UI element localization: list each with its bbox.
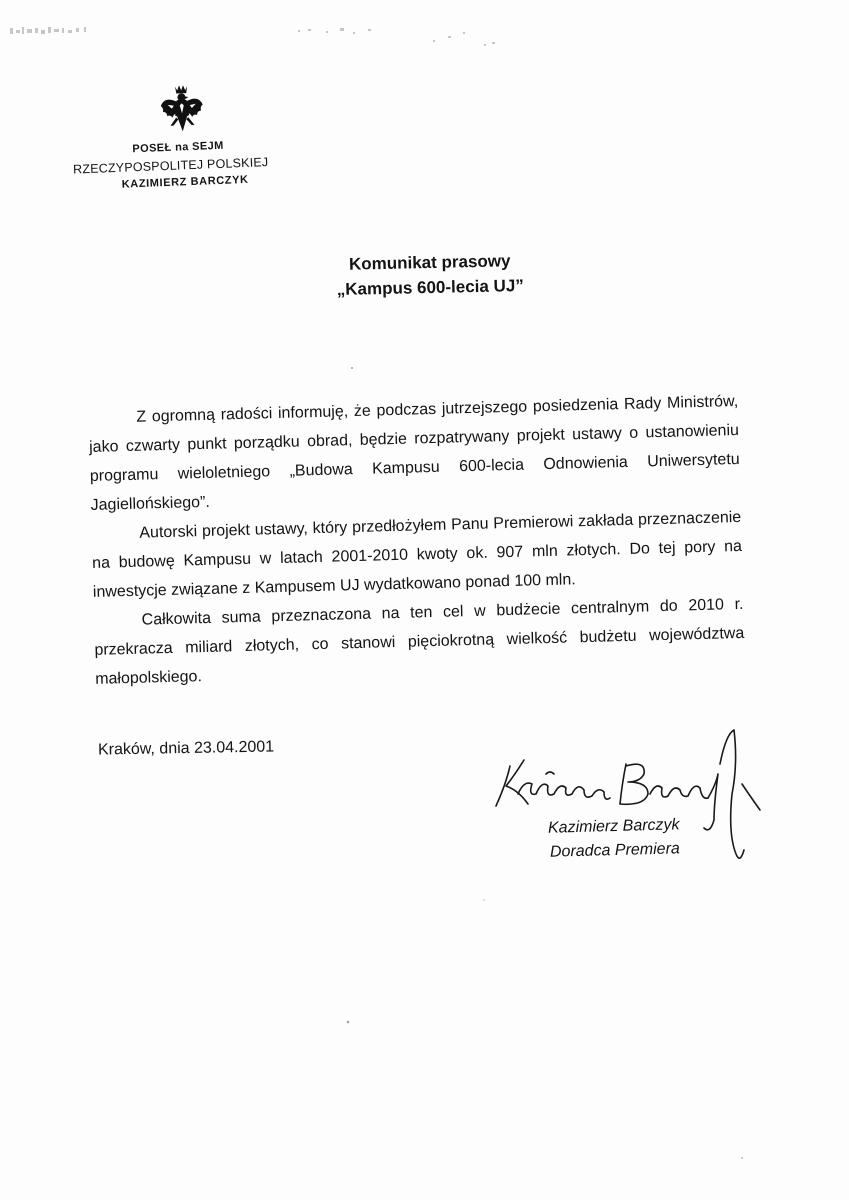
white-eagle-emblem-icon xyxy=(158,82,206,136)
letterhead-line-2: RZECZYPOSPOLITEJ POLSKIEJ xyxy=(72,155,269,177)
letterhead-line-1: POSEŁ na SEJM xyxy=(132,139,224,156)
paragraph-3: Całkowita suma przeznaczona na ten cel w budżecie centralnym do 2010 r. przekracza miliard złotych, co stanowi pięciokrotną wielkość budżetu województwa małopolskiego. xyxy=(94,595,745,688)
letterhead xyxy=(60,79,300,191)
paragraph-1: Z ogromną radości informuję, że podczas jutrzejszego posiedzenia Rady Ministrów, jako czwarty punkt porządku obrad, będzie rozpatrywany projekt ustawy o ustanowieniu programu wieloletniego „Budowa Kampusu 600-lecia Odnowienia Uniwersytetu Jagiellońskiego”. xyxy=(88,392,740,514)
paragraph-2: Autorski projekt ustawy, który przedłożyłem Panu Premierowi zakłada przeznaczenie na budowę Kampusu w latach 2001-2010 kwoty ok. 907 mln złotych. Do tej pory na inwestycje związane z Kampusem UJ wydatkowano ponad 100 mln. xyxy=(91,508,743,601)
letterhead-line-3: KAZIMIERZ BARCZYK xyxy=(121,173,249,191)
signatory-name: Kazimierz Barczyk xyxy=(547,816,680,837)
signatory-role: Doradca Premiera xyxy=(549,840,681,861)
title-line-2: „Kampus 600-lecia UJ” xyxy=(336,276,524,299)
body-text xyxy=(88,387,745,694)
date-line: Kraków, dnia 23.04.2001 xyxy=(97,738,275,759)
title-line-1: Komunikat prasowy xyxy=(348,251,511,274)
document-title xyxy=(310,247,551,302)
scan-noise xyxy=(8,18,528,58)
